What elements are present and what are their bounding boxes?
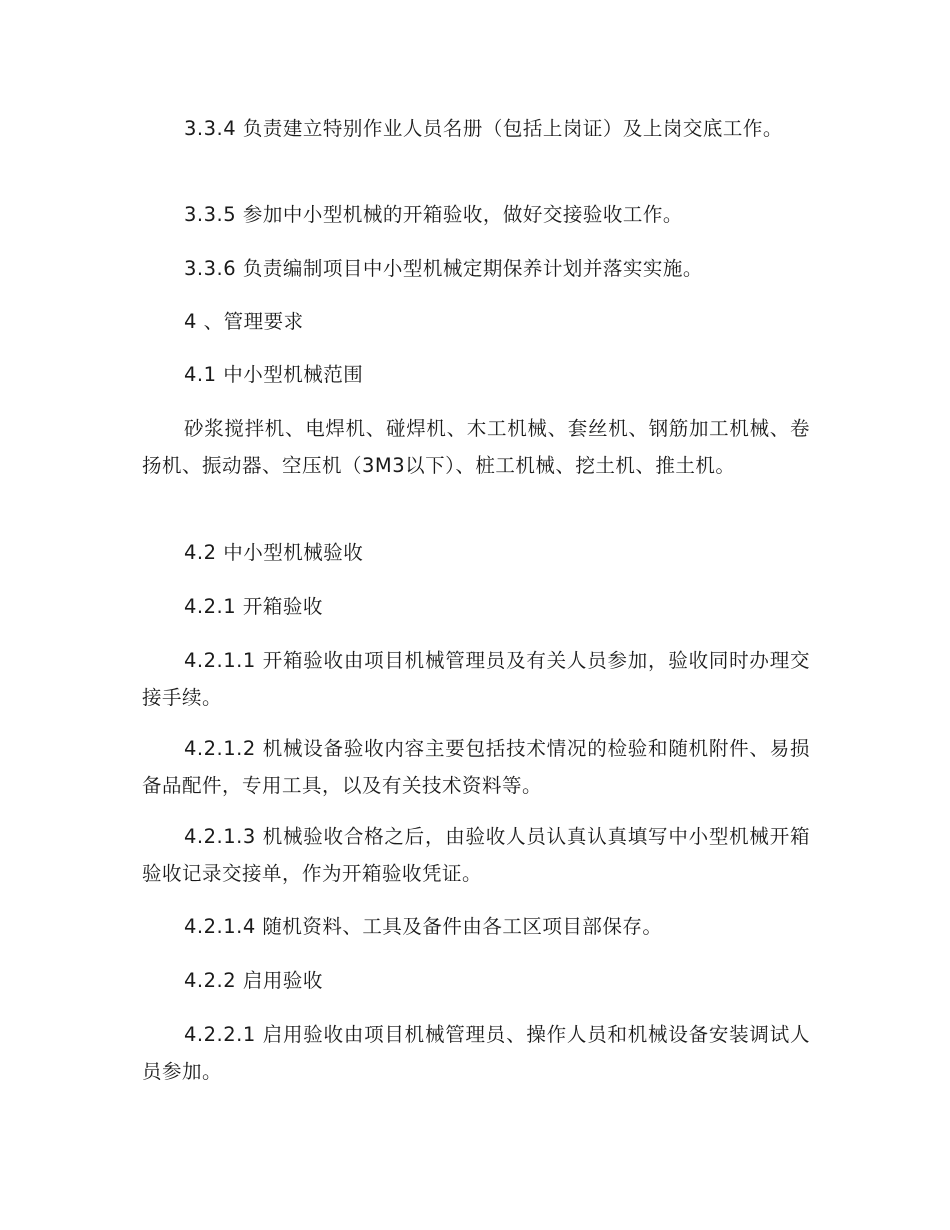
paragraph-4-1-body: 砂浆搅拌机、电焊机、碰焊机、木工机械、套丝机、钢筋加工机械、卷扬机、振动器、空压机（3M3以下）、桩工机械、挖土机、推土机。 (142, 417, 810, 477)
heading-4-2-2: 4.2.2 启用验收 (184, 969, 323, 992)
paragraph-3-3-4: 3.3.4 负责建立特别作业人员名册（包括上岗证）及上岗交底工作。 (184, 117, 783, 140)
paragraph-4-2-1-1: 4.2.1.1 开箱验收由项目机械管理员及有关人员参加，验收同时办理交接手续。 (142, 649, 810, 709)
paragraph-4-2-1-2: 4.2.1.2 机械设备验收内容主要包括技术情况的检验和随机附件、易损备品配件，专用工具，以及有关技术资料等。 (142, 737, 810, 797)
heading-4-2-1: 4.2.1 开箱验收 (184, 595, 323, 618)
paragraph-3-3-6: 3.3.6 负责编制项目中小型机械定期保养计划并落实实施。 (184, 257, 703, 280)
paragraph-3-3-5: 3.3.5 参加中小型机械的开箱验收，做好交接验收工作。 (184, 203, 683, 226)
heading-4-1: 4.1 中小型机械范围 (184, 363, 364, 386)
heading-4-2: 4.2 中小型机械验收 (184, 541, 364, 564)
paragraph-4-2-2-1: 4.2.2.1 启用验收由项目机械管理员、操作人员和机械设备安装调试人员参加。 (142, 1023, 810, 1083)
paragraph-4-2-1-4: 4.2.1.4 随机资料、工具及备件由各工区项目部保存。 (184, 915, 663, 938)
paragraph-4-2-1-3: 4.2.1.3 机械验收合格之后，由验收人员认真认真填写中小型机械开箱验收记录交接单，作为开箱验收凭证。 (142, 825, 810, 885)
heading-4: 4 、管理要求 (184, 310, 304, 333)
